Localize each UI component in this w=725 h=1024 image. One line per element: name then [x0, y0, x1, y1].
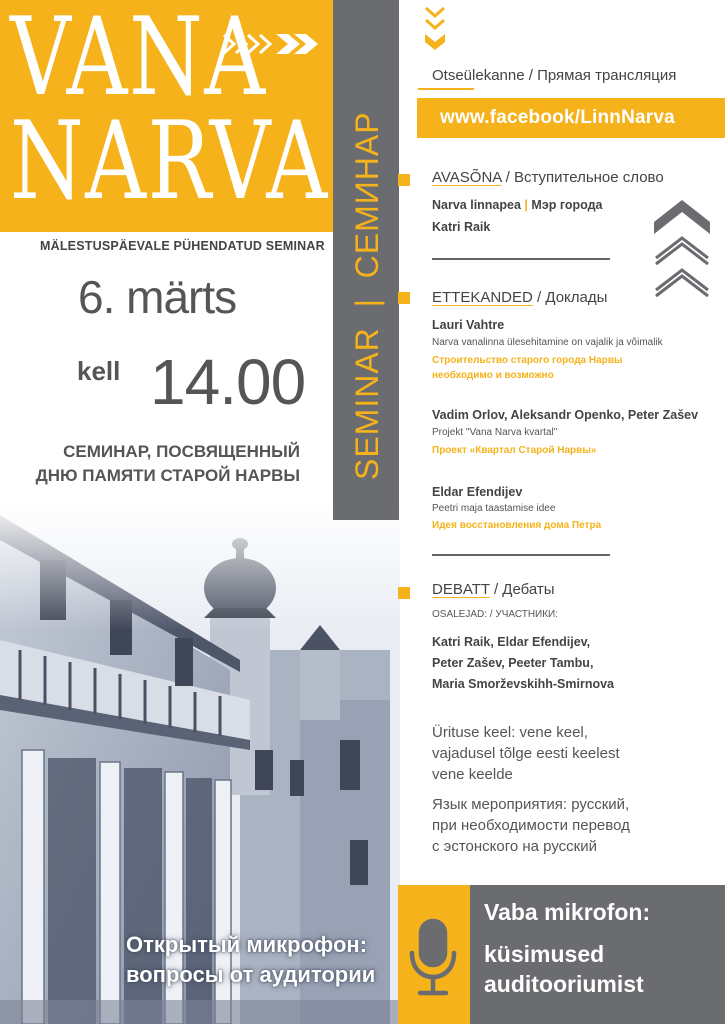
- talk-description-ru: Проект «Квартал Старой Нарвы»: [432, 445, 597, 456]
- role-separator: |: [524, 198, 528, 212]
- event-date: 6. märts: [78, 271, 237, 323]
- underline-accent: [418, 88, 474, 90]
- opening-role-et: Narva linnapea: [432, 198, 521, 212]
- talks-title-et: ETTEKANDED: [432, 289, 533, 306]
- microphone-caption-et-line-2: küsimused: [484, 941, 605, 967]
- opening-title-ru: / Вступительное слово: [501, 169, 664, 186]
- seminar-vertical-label: [333, 0, 399, 520]
- logo: [10, 0, 329, 224]
- time-label: kell: [77, 356, 121, 386]
- talk-description-et: Narva vanalinna ülesehitamine on vajalik ja võimalik: [432, 337, 663, 348]
- divider: [432, 554, 610, 556]
- language-note-ru: [432, 794, 630, 857]
- debate-title: [432, 581, 555, 598]
- microphone-caption-et-line-1: Vaba mikrofon:: [484, 899, 651, 925]
- talk-speaker: Lauri Vahtre: [432, 318, 505, 332]
- event-time: 14.00: [150, 346, 306, 418]
- divider: [432, 258, 610, 260]
- section-marker: [398, 174, 410, 186]
- participants-list: [432, 632, 614, 695]
- language-note-et-line-3: vene keelde: [432, 766, 513, 783]
- opening-title: [432, 169, 664, 186]
- logo-line-2: NARVA: [10, 99, 329, 224]
- language-note-ru-line-2: при необходимости перевод: [432, 817, 630, 834]
- participants-line-1: Katri Raik, Eldar Efendijev,: [432, 635, 591, 649]
- microphone-icon: [400, 915, 466, 1005]
- talks-title: [432, 289, 607, 306]
- language-note-et-line-1: Ürituse keel: vene keel,: [432, 724, 588, 741]
- language-note-et-line-2: vajadusel tõlge eesti keelest: [432, 745, 620, 762]
- talk-description-ru: Идея восстановления дома Петра: [432, 520, 602, 531]
- participants-line-2: Peter Zašev, Peeter Tambu,: [432, 656, 594, 670]
- language-note-ru-line-1: Язык мероприятия: русский,: [432, 796, 630, 813]
- section-marker: [398, 587, 410, 599]
- talks-title-ru: / Доклады: [532, 289, 608, 306]
- seminar-title-ru-line-1: СЕМИНАР, ПОСВЯЩЕННЫЙ: [63, 442, 300, 461]
- opening-role-ru: Мэр города: [531, 198, 603, 212]
- talk-speaker: Eldar Efendijev: [432, 485, 523, 499]
- opening-speaker: Katri Raik: [432, 220, 491, 234]
- talk-description-et: Projekt "Vana Narva kvartal": [432, 427, 558, 438]
- spacer: [484, 927, 650, 939]
- microphone-caption-ru-line-2: вопросы от аудитории: [126, 962, 376, 987]
- opening-role: [432, 198, 603, 212]
- talk-description-ru-line-1: Строительство старого города Нарвы: [432, 355, 623, 366]
- live-broadcast-label: Otseülekanne / Прямая трансляция: [432, 67, 677, 84]
- microphone-caption-ru: [126, 930, 375, 990]
- double-chevron-right-icon: [222, 32, 322, 56]
- debate-title-et: DEBATT: [432, 581, 490, 598]
- chevron-down-stack-icon: [423, 4, 447, 58]
- opening-title-et: AVASÕNA: [432, 169, 502, 186]
- talk-description-ru-line-2: необходимо и возможно: [432, 370, 554, 381]
- microphone-caption-et: [484, 897, 650, 999]
- section-marker: [398, 292, 410, 304]
- chevron-up-stack-icon: [652, 198, 712, 306]
- seminar-title-ru-line-2: ДНЮ ПАМЯТИ СТАРОЙ НАРВЫ: [35, 466, 300, 485]
- language-note-ru-line-3: с эстонского на русский: [432, 838, 597, 855]
- talk-speaker: Vadim Orlov, Aleksandr Openko, Peter Zašev: [432, 408, 699, 422]
- language-note-et: [432, 722, 620, 785]
- participants-line-3: Maria Smorževskihh-Smirnova: [432, 677, 615, 691]
- microphone-caption-et-line-3: auditooriumist: [484, 971, 644, 997]
- debate-title-ru: / Дебаты: [489, 581, 555, 598]
- talk-description-ru: [432, 353, 622, 383]
- logo-line-1: VANA: [10, 0, 267, 120]
- facebook-link[interactable]: www.facebook/LinnNarva: [440, 107, 675, 128]
- talk-description-et: Peetri maja taastamise idee: [432, 503, 556, 514]
- subtitle-et: MÄLESTUSPÄEVALE PÜHENDATUD SEMINAR: [40, 239, 325, 253]
- participants-label: OSALEJAD: / УЧАСТНИКИ:: [432, 609, 559, 620]
- microphone-caption-ru-line-1: Открытый микрофон:: [126, 932, 368, 957]
- seminar-title-ru: [36, 440, 300, 488]
- seminar-vertical-text: SEMINAR | СЕМИНАР: [349, 111, 385, 480]
